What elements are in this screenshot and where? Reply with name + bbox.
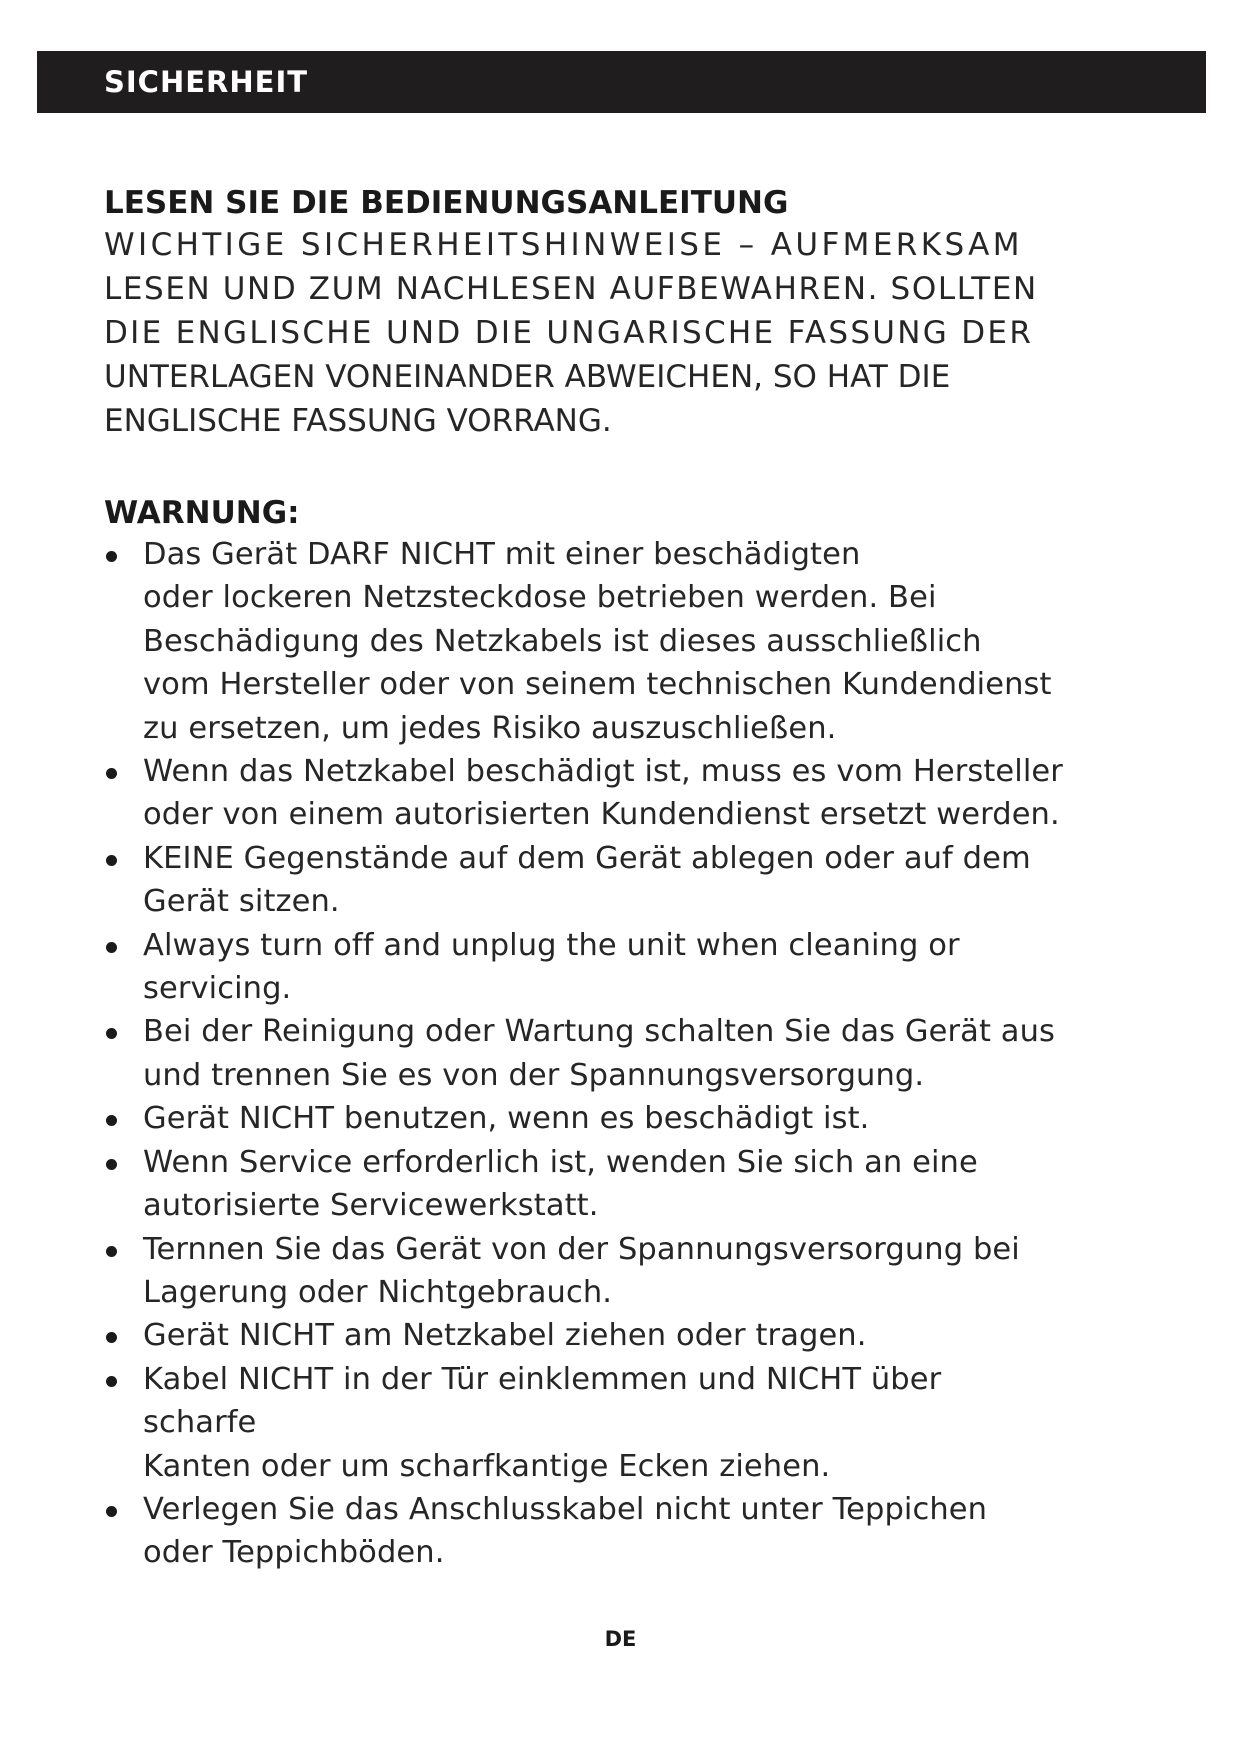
list-item-line: zu ersetzen, um jedes Risiko auszuschließen. [143, 710, 837, 746]
notice-line: DIE ENGLISCHE UND DIE UNGARISCHE FASSUNG DER [104, 315, 1034, 351]
list-item-line: Das Gerät DARF NICHT mit einer beschädigten [143, 537, 861, 572]
list-item-line: vom Hersteller oder von seinem technischen Kundendienst [143, 667, 1052, 703]
bullet-icon [106, 942, 117, 953]
page-content [104, 183, 1154, 1575]
notice-line: WICHTIGE SICHERHEITSHINWEISE – AUFMERKSAM [104, 227, 1023, 263]
list-item [104, 837, 1154, 924]
list-item-line: Lagerung oder Nichtgebrauch. [143, 1274, 613, 1310]
list-item-line: Gerät NICHT benutzen, wenn es beschädigt ist. [143, 1101, 870, 1137]
list-item-line: oder Teppichböden. [143, 1535, 445, 1571]
bullet-icon [106, 855, 117, 866]
list-item-line: Bei der Reinigung oder Wartung schalten Sie das Gerät aus [143, 1014, 1056, 1050]
bullet-icon [106, 1506, 117, 1517]
manual-heading: LESEN SIE DIE BEDIENUNGSANLEITUNG [104, 185, 789, 221]
list-item-line: scharfe [143, 1405, 257, 1441]
list-item-line: Gerät NICHT am Netzkabel ziehen oder tragen. [143, 1318, 867, 1354]
list-item-line: Wenn das Netzkabel beschädigt ist, muss es vom Hersteller [143, 754, 1063, 790]
list-item [104, 1097, 1154, 1140]
list-item-line: Kabel NICHT in der Tür einklemmen und NICHT über [143, 1361, 942, 1397]
list-item [104, 1488, 1154, 1575]
list-item-line: Kanten oder um scharfkantige Ecken ziehen. [143, 1448, 831, 1484]
list-item-line: Verlegen Sie das Anschlusskabel nicht unter Teppichen [143, 1491, 988, 1527]
bullet-icon [106, 1332, 117, 1343]
list-item [104, 1141, 1154, 1228]
bullet-icon [106, 1115, 117, 1126]
section-title: SICHERHEIT [104, 65, 309, 99]
list-item [104, 1358, 1154, 1488]
bullet-icon [106, 1028, 117, 1039]
list-item [104, 1228, 1154, 1315]
list-item [104, 750, 1154, 837]
list-item-line: Wenn Service erforderlich ist, wenden Sie sich an eine [143, 1144, 978, 1180]
list-item-line: oder lockeren Netzsteckdose betrieben werden. Bei [143, 580, 937, 616]
bullet-icon [106, 551, 117, 562]
list-item [104, 1314, 1154, 1357]
warning-heading: WARNUNG: [104, 495, 300, 531]
list-item-line: Always turn off and unplug the unit when cleaning or [143, 927, 960, 963]
list-item [104, 1010, 1154, 1097]
list-item [104, 924, 1154, 1011]
list-item-line: Ternnen Sie das Gerät von der Spannungsversorgung bei [143, 1231, 1020, 1267]
warning-list [104, 533, 1154, 1575]
list-item-line: oder von einem autorisierten Kundendienst ersetzt werden. [143, 797, 1060, 833]
safety-notice [104, 223, 1154, 443]
list-item-line: Beschädigung des Netzkabels ist dieses ausschließlich [143, 623, 982, 659]
bullet-icon [106, 768, 117, 779]
list-item-line: KEINE Gegenstände auf dem Gerät ablegen oder auf dem [143, 840, 1031, 876]
bullet-icon [106, 1159, 117, 1170]
notice-line: LESEN UND ZUM NACHLESEN AUFBEWAHREN. SOLLTEN [104, 271, 1038, 307]
language-code: DE [604, 1627, 637, 1651]
list-item-line: autorisierte Servicewerkstatt. [143, 1188, 599, 1224]
notice-line: UNTERLAGEN VONEINANDER ABWEICHEN, SO HAT DIE [104, 359, 951, 395]
list-item-line: und trennen Sie es von der Spannungsversorgung. [143, 1057, 925, 1093]
notice-line: ENGLISCHE FASSUNG VORRANG. [104, 403, 612, 439]
list-item [104, 533, 1154, 750]
bullet-icon [106, 1246, 117, 1257]
list-item-line: servicing. [143, 971, 292, 1007]
bullet-icon [106, 1376, 117, 1387]
list-item-line: Gerät sitzen. [143, 884, 340, 920]
section-header-bar [37, 51, 1206, 113]
